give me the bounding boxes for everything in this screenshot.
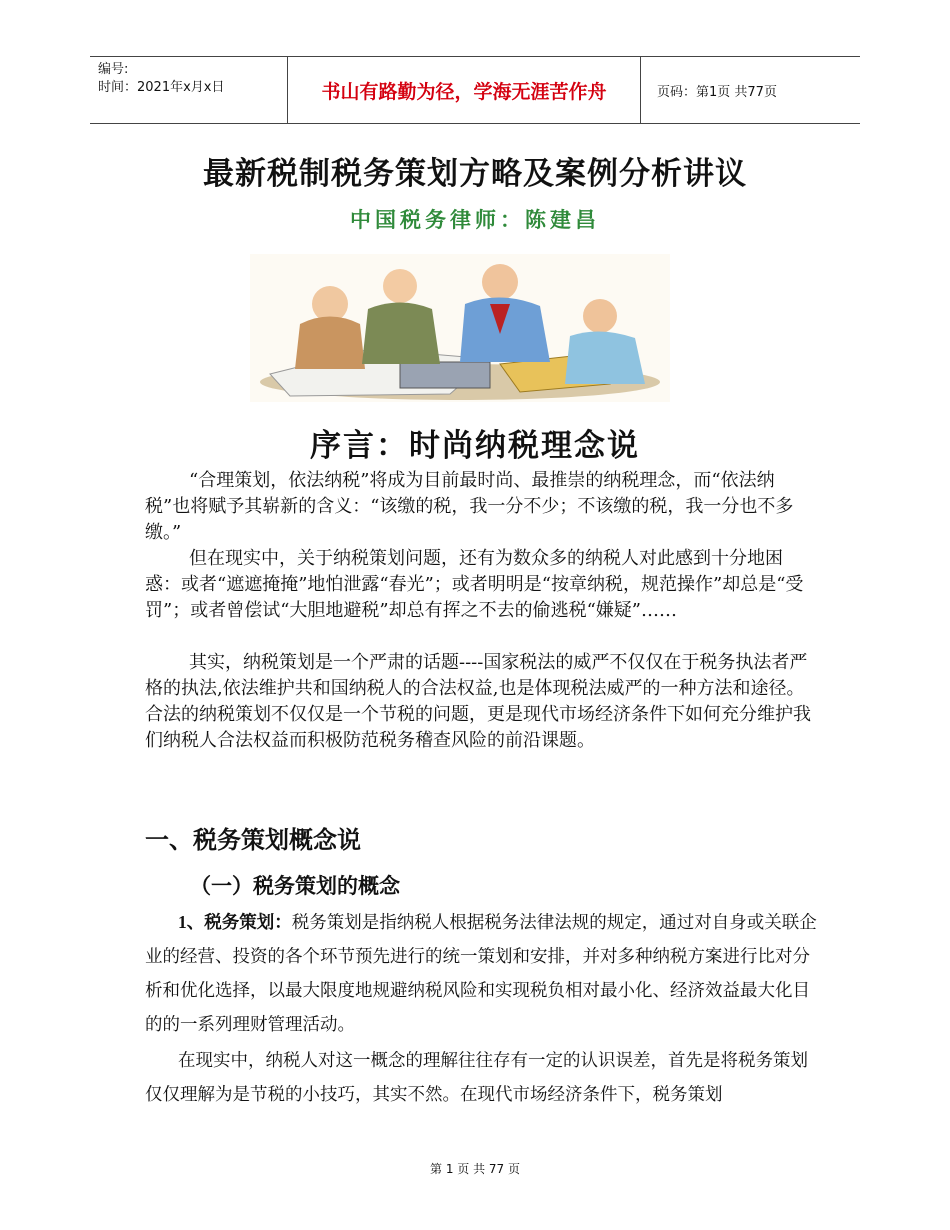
definition-text: 税务策划是指纳税人根据税务法律法规的规定，通过对自身或关联企业的经营、投资的各个环节预先进行的统一策划和安排，并对多种纳税方案进行比对分析和优化选择，以最大限度地规避纳税风险和实现税负相对最小化、经济效益最大化目的的一系列理财管理活动。: [145, 912, 817, 1034]
number-label: 编号:: [98, 62, 129, 77]
preface-paragraph: “合理策划，依法纳税”将成为目前最时尚、最推崇的纳税理念，而“依法纳税”也将赋予其崭新的含义：“该缴的税，我一分不少；不该缴的税，我一分也不多缴。”: [145, 470, 794, 543]
preface-paragraph: 其实，纳税策划是一个严肃的话题----国家税法的威严不仅仅在于税务执法者严格的执法,依法维护共和国纳税人的合法权益,也是体现税法威严的一种方法和途径。合法的纳税策划不仅仅是一个节税的问题，更是现代市场经济条件下如何充分维护我们纳税人合法权益而积极防范税务稽查风险的前沿课题。: [145, 652, 811, 751]
document-header: [90, 56, 860, 124]
definition-label: 1、税务策划：: [178, 912, 292, 932]
subsection-heading: （一）税务策划的概念: [190, 874, 400, 898]
business-meeting-illustration: [250, 254, 670, 402]
preface-paragraph: 但在现实中，关于纳税策划问题，还有为数众多的纳税人对此感到十分地困惑：或者“遮遮掩掩”地怕泄露“春光”；或者明明是“按章纳税，规范操作”却总是“受罚”；或者曾偿试“大胆地避税”却总有挥之不去的偷逃税“嫌疑”……: [145, 548, 804, 621]
header-meta: [98, 61, 288, 97]
header-motto: 书山有路勤为径，学海无涯苦作舟: [287, 57, 641, 123]
page-footer: 第 1 页 共 77 页: [430, 1162, 520, 1176]
header-page-info: 页码：第1页 共77页: [657, 85, 777, 100]
preface-title: 序言：时尚纳税理念说: [310, 428, 640, 464]
document-title: 最新税制税务策划方略及案例分析讲议: [203, 156, 747, 192]
time-label: 时间：2021年x月x日: [98, 80, 225, 95]
section-heading: 一、税务策划概念说: [145, 826, 361, 854]
author-line: 中国税务律师：陈建昌: [350, 207, 600, 232]
body-paragraph: 在现实中，纳税人对这一概念的理解往往存有一定的认识误差，首先是将税务策划仅仅理解为是节税的小技巧，其实不然。在现代市场经济条件下，税务策划: [145, 1050, 808, 1104]
definition-paragraph: [145, 905, 821, 1041]
